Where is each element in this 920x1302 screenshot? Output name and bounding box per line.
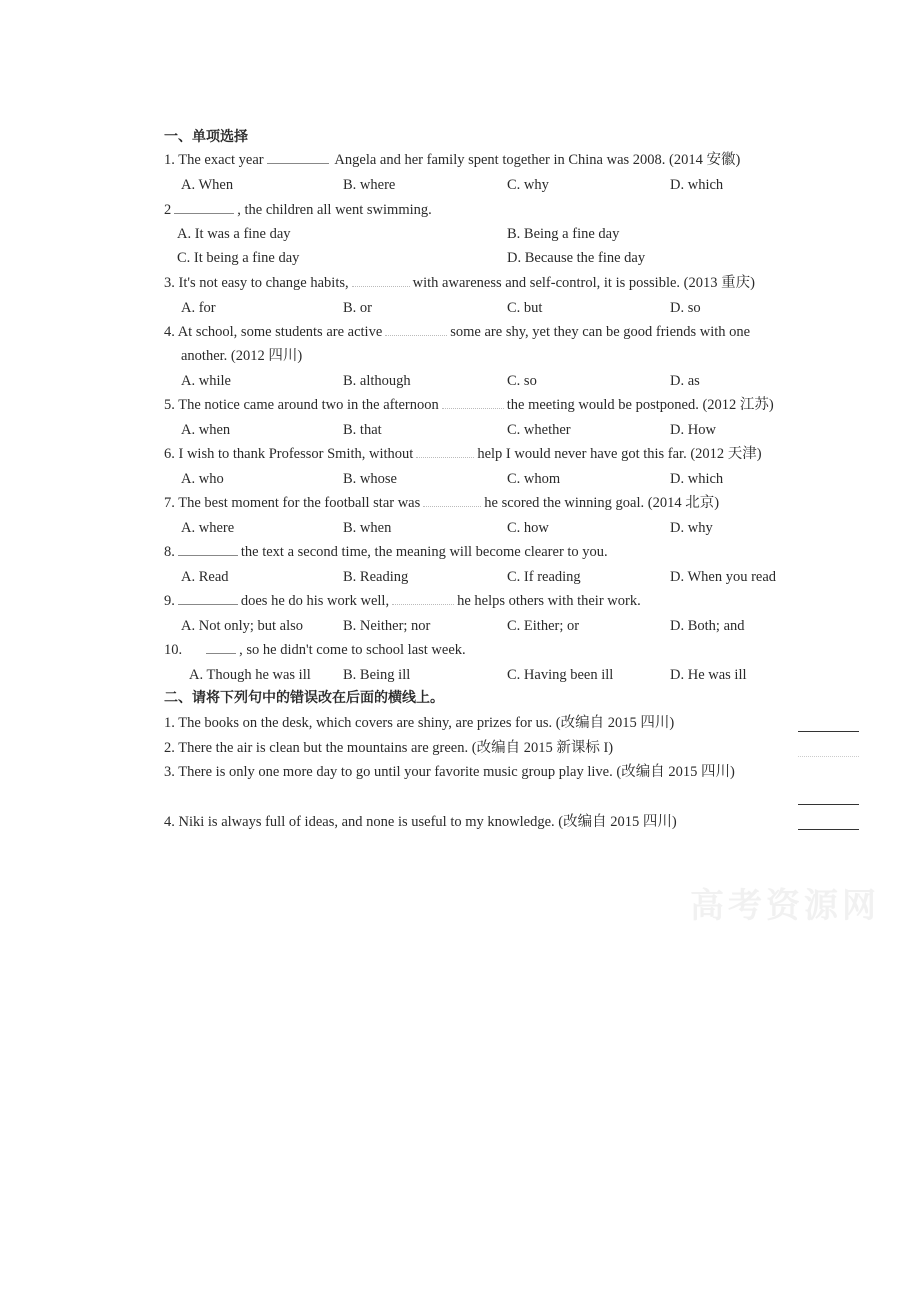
question-3: 3. It's not easy to change habits, with awareness and self‐control, it is possible. (2013 重庆)	[164, 275, 755, 291]
q6-option-b[interactable]: B. whose	[343, 471, 397, 487]
q10-option-d[interactable]: D. He was ill	[670, 667, 747, 683]
q9-option-c[interactable]: C. Either; or	[507, 618, 580, 634]
answer-blank[interactable]	[385, 323, 447, 336]
q4-option-a[interactable]: A. while	[181, 373, 231, 389]
correction-item-1: 1. The books on the desk, which covers are shiny, are prizes for us. (改编自 2015 四川)	[164, 715, 675, 731]
q1-option-b[interactable]: B. where	[343, 177, 396, 193]
q8-option-d[interactable]: D. When you read	[670, 569, 777, 585]
answer-blank[interactable]	[423, 494, 481, 507]
q7-option-b[interactable]: B. when	[343, 520, 392, 536]
q8-option-a[interactable]: A. Read	[181, 569, 229, 585]
q3-option-a[interactable]: A. for	[181, 300, 216, 316]
q4-option-b[interactable]: B. although	[343, 373, 411, 389]
q5-option-c[interactable]: C. whether	[507, 422, 571, 438]
answer-blank[interactable]	[352, 274, 410, 287]
q4-option-c[interactable]: C. so	[507, 373, 537, 389]
answer-blank[interactable]	[442, 396, 504, 409]
q9-option-d[interactable]: D. Both; and	[670, 618, 745, 634]
q2-option-a[interactable]: A. It was a fine day	[177, 226, 291, 242]
answer-blank[interactable]	[178, 592, 238, 605]
correction-answer-line-3[interactable]	[798, 804, 859, 805]
q2-option-d[interactable]: D. Because the fine day	[507, 250, 646, 266]
q5-option-b[interactable]: B. that	[343, 422, 382, 438]
q6-option-d[interactable]: D. which	[670, 471, 724, 487]
q1-option-a[interactable]: A. When	[181, 177, 234, 193]
question-5: 5. The notice came around two in the afternoon the meeting would be postponed. (2012 江苏)	[164, 397, 774, 413]
q10-option-a[interactable]: A. Though he was ill	[189, 667, 311, 683]
answer-blank[interactable]	[206, 641, 236, 654]
q2-option-b[interactable]: B. Being a fine day	[507, 226, 620, 242]
q2-option-c[interactable]: C. It being a fine day	[177, 250, 300, 266]
question-4: 4. At school, some students are active some are shy, yet they can be good friends with one	[164, 324, 751, 340]
q7-option-c[interactable]: C. how	[507, 520, 549, 536]
q4-option-d[interactable]: D. as	[670, 373, 700, 389]
section2-title: 二、请将下列句中的错误改在后面的横线上。	[164, 690, 444, 706]
answer-blank[interactable]	[267, 151, 329, 164]
answer-blank[interactable]	[416, 445, 474, 458]
q7-option-a[interactable]: A. where	[181, 520, 235, 536]
correction-item-4: 4. Niki is always full of ideas, and none is useful to my knowledge. (改编自 2015 四川)	[164, 814, 677, 830]
answer-blank[interactable]	[392, 592, 454, 605]
q1-option-d[interactable]: D. which	[670, 177, 724, 193]
correction-item-2: 2. There the air is clean but the mountains are green. (改编自 2015 新课标 I)	[164, 740, 614, 756]
q3-option-b[interactable]: B. or	[343, 300, 372, 316]
question-2: 2 , the children all went swimming.	[164, 202, 432, 218]
correction-answer-line-1[interactable]	[798, 731, 859, 732]
section1-title: 一、单项选择	[164, 129, 248, 145]
question-9: 9. does he do his work well, he helps others with their work.	[164, 593, 641, 609]
correction-answer-line-2[interactable]	[798, 756, 859, 757]
q9-option-b[interactable]: B. Neither; nor	[343, 618, 431, 634]
watermark: 高考资源网	[690, 886, 880, 926]
q8-option-c[interactable]: C. If reading	[507, 569, 581, 585]
q3-option-c[interactable]: C. but	[507, 300, 543, 316]
correction-item-3: 3. There is only one more day to go until your favorite music group play live. (改编自 2015 四川)	[164, 764, 735, 780]
q9-option-a[interactable]: A. Not only; but also	[181, 618, 304, 634]
q10-option-b[interactable]: B. Being ill	[343, 667, 411, 683]
q7-option-d[interactable]: D. why	[670, 520, 713, 536]
question-6: 6. I wish to thank Professor Smith, without help I would never have got this far. (2012 天津)	[164, 446, 762, 462]
question-4-continuation: another. (2012 四川)	[181, 348, 303, 364]
q3-option-d[interactable]: D. so	[670, 300, 701, 316]
question-7: 7. The best moment for the football star was he scored the winning goal. (2014 北京)	[164, 495, 720, 511]
q6-option-a[interactable]: A. who	[181, 471, 224, 487]
q10-option-c[interactable]: C. Having been ill	[507, 667, 614, 683]
answer-blank[interactable]	[178, 543, 238, 556]
q5-option-d[interactable]: D. How	[670, 422, 716, 438]
q1-option-c[interactable]: C. why	[507, 177, 549, 193]
answer-blank[interactable]	[174, 201, 234, 214]
question-8: 8. the text a second time, the meaning will become clearer to you.	[164, 544, 608, 560]
q5-option-a[interactable]: A. when	[181, 422, 231, 438]
question-10: 10. , so he didn't come to school last week.	[164, 642, 466, 658]
correction-answer-line-4[interactable]	[798, 829, 859, 830]
q8-option-b[interactable]: B. Reading	[343, 569, 409, 585]
q6-option-c[interactable]: C. whom	[507, 471, 561, 487]
question-1: 1. The exact year Angela and her family spent together in China was 2008. (2014 安徽)	[164, 152, 741, 168]
